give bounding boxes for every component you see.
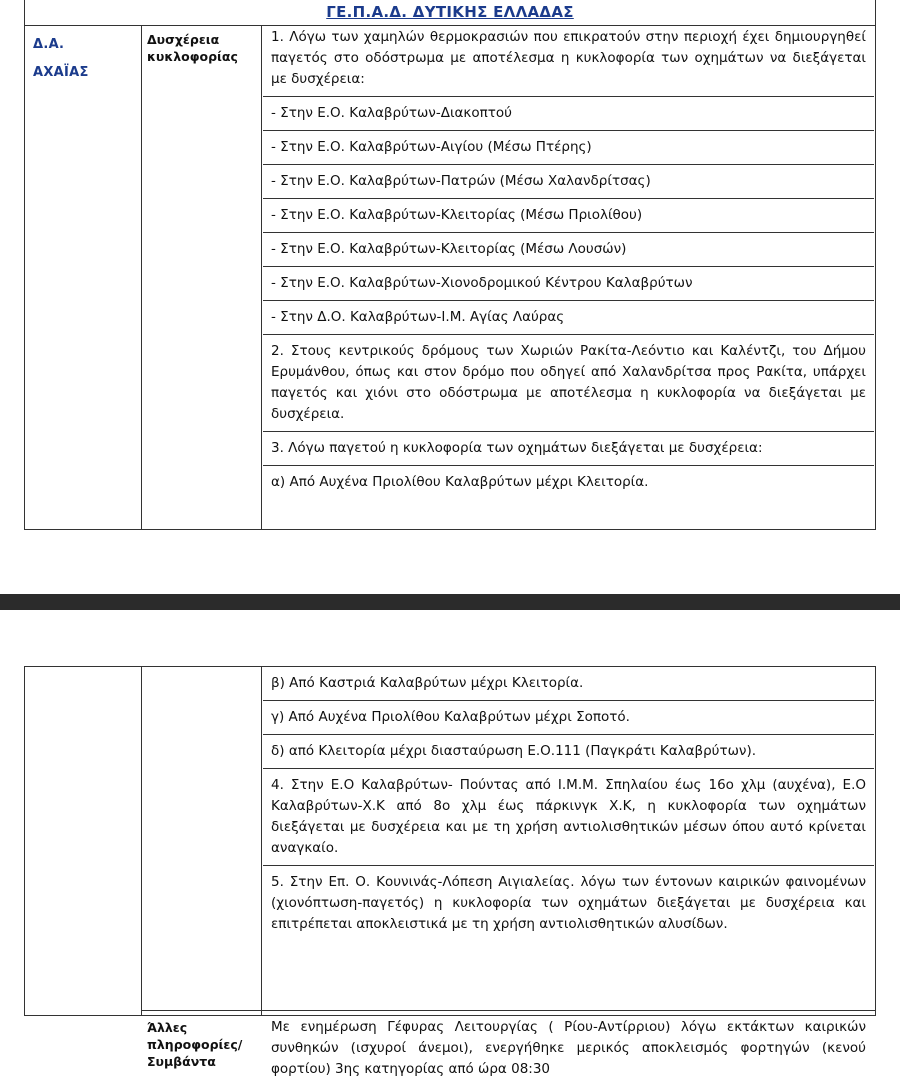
list-item-b: β) Από Καστριά Καλαβρύτων μέχρι Κλειτορία.: [263, 667, 874, 701]
traffic-details-bottom: [263, 667, 874, 941]
traffic-details-top: [263, 25, 874, 499]
list-item-a: α) Από Αυχένα Πριολίθου Καλαβρύτων μέχρι Κλειτορία.: [271, 474, 649, 490]
road-item: - Στην Ε.Ο. Καλαβρύτων-Χιονοδρομικού Κέντρου Καλαβρύτων: [263, 267, 874, 301]
road-item: - Στην Ε.Ο. Καλαβρύτων-Πατρών (Μέσω Χαλανδρίτσας): [263, 165, 874, 199]
column-divider: [261, 25, 262, 529]
list-item-d: δ) από Κλειτορία μέχρι διασταύρωση Ε.Ο.111 (Παγκράτι Καλαβρύτων).: [263, 735, 874, 769]
road-item: - Στην Ε.Ο. Καλαβρύτων-Διακοπτού: [263, 97, 874, 131]
section-title: ΓΕ.Π.Α.Δ. ΔΥΤΙΚΗΣ ΕΛΛΑΔΑΣ: [25, 0, 875, 26]
list-item-c: γ) Από Αυχένα Πριολίθου Καλαβρύτων μέχρι Σοποτό.: [263, 701, 874, 735]
paragraph-5: 5. Στην Επ. Ο. Κουνινάς-Λόπεση Αιγιαλείας. λόγω των έντονων καιρικών φαινομένων (χιονόπτωση-παγετός) η κυκλοφορία των οχημάτων διεξάγεται με δυσχέρεια και επιτρέπεται αποκλειστικά με τη χρήση αντιολισθητικών αλυσίδων.: [271, 874, 866, 932]
page-separator: [0, 594, 900, 610]
road-item: - Στην Δ.Ο. Καλαβρύτων-Ι.Μ. Αγίας Λαύρας: [263, 301, 874, 335]
region-line-1: Δ.Α.: [33, 37, 65, 52]
column-divider: [141, 25, 142, 529]
category-traffic-difficulty: Δυσχέρεια κυκλοφορίας: [147, 32, 238, 64]
column-divider: [261, 667, 262, 1015]
paragraph-3: 3. Λόγω παγετού η κυκλοφορία των οχημάτων διεξάγεται με δυσχέρεια:: [263, 432, 874, 466]
paragraph-4: 4. Στην Ε.Ο Καλαβρύτων- Πούντας από Ι.Μ.Μ. Σπηλαίου έως 16ο χλμ (αυχένα), Ε.Ο Καλαβρύτων-Χ.Κ από 8ο χλμ έως πάρκινγκ Χ.Κ, η κυκλοφορία των οχημάτων διεξάγεται με δυσχέρεια και με τη χρήση αντιολισθητικών μέσων όπου αυτό κρίνεται αναγκαίο.: [263, 769, 874, 866]
document-page-2: [0, 610, 900, 1077]
traffic-table-bottom: [24, 666, 876, 1077]
paragraph-1: 1. Λόγω των χαμηλών θερμοκρασιών που επικρατούν στην περιοχή έχει δημιουργηθεί παγετός στο οδόστρωμα με αποτέλεσμα η κυκλοφορία των οχημάτων να διεξάγεται με δυσχέρεια:: [263, 25, 874, 97]
traffic-table-top: [24, 0, 876, 530]
other-info-text: Με ενημέρωση Γέφυρας Λειτουργίας ( Ρίου-Αντίρριου) λόγω εκτάκτων καιρικών συνθηκών (ισχυροί άνεμοι), ενεργήθηκε μερικός αποκλεισμός φορτηγών (κενού φορτίου) 3ης κατηγορίας από ώρα 08:30: [271, 1019, 866, 1077]
category-other-info: Άλλες πληροφορίες/ Συμβάντα: [147, 1020, 243, 1069]
row-divider: [141, 1010, 875, 1011]
column-divider: [141, 667, 142, 1015]
region-label: [33, 31, 137, 87]
paragraph-2: 2. Στους κεντρικούς δρόμους των Χωριών Ρακίτα-Λεόντιο και Καλέντζι, του Δήμου Ερυμάνθου, όπως και στον δρόμο που οδηγεί από Χαλανδρίτσα προς Ρακίτα, υπάρχει παγετός και χιόνι στο οδόστρωμα με αποτέλεσμα η κυκλοφορία να διεξάγεται με δυσχέρεια.: [263, 335, 874, 432]
road-item: - Στην Ε.Ο. Καλαβρύτων-Αιγίου (Μέσω Πτέρης): [263, 131, 874, 165]
road-item: - Στην Ε.Ο. Καλαβρύτων-Κλειτορίας (Μέσω Λουσών): [263, 233, 874, 267]
road-item: - Στην Ε.Ο. Καλαβρύτων-Κλειτορίας (Μέσω Πριολίθου): [263, 199, 874, 233]
region-line-2: ΑΧΑΪΑΣ: [33, 65, 89, 80]
